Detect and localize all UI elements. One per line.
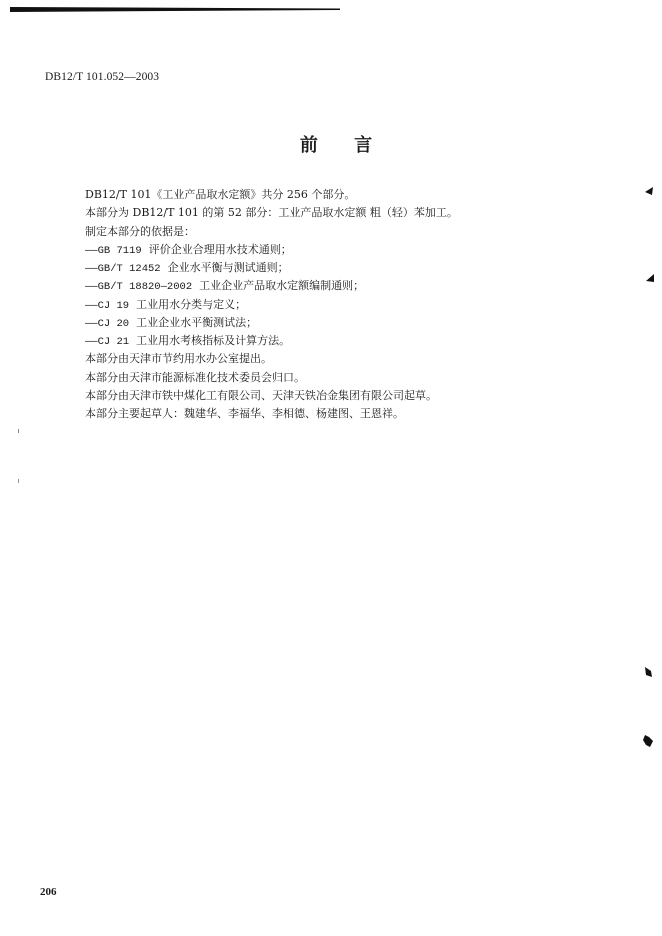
intro-paragraph: 本部分为 DB12/T 101 的第 52 部分：工业产品取水定额 粗（轻）苯加工。 — [85, 206, 458, 220]
standard-code: DB12/T 101.052—2003 — [45, 71, 160, 83]
reference-item — [85, 314, 605, 332]
closing-paragraph: 本部分由天津市能源标准化技术委员会归口。 — [85, 370, 305, 384]
reference-item — [85, 296, 605, 314]
reference-title: 工业企业产品取水定额编制通则； — [199, 279, 365, 293]
reference-item — [85, 259, 605, 277]
scan-speck — [645, 273, 655, 283]
closing-paragraph: 本部分主要起草人：魏建华、李福华、李相德、杨建图、王恩祥。 — [85, 407, 404, 420]
reference-title: 评价企业合理用水技术通则； — [148, 242, 292, 256]
scan-speck — [17, 428, 21, 434]
reference-title: 工业企业水平衡测试法； — [136, 315, 258, 329]
reference-code: ——GB/T 12452 — [85, 263, 161, 275]
reference-code: ——GB 7119 — [85, 244, 142, 257]
intro-paragraph: 制定本部分的依据是： — [85, 224, 195, 238]
page-number: 206 — [40, 886, 57, 898]
header-rule — [0, 0, 662, 20]
reference-title: 工业用水分类与定义； — [136, 297, 247, 311]
intro-paragraph: DB12/T 101《工业产品取水定额》共分 256 个部分。 — [85, 188, 356, 201]
foreword-body — [85, 186, 605, 423]
closing-paragraph: 本部分由天津市铁中煤化工有限公司、天津天铁冶金集团有限公司起草。 — [85, 388, 437, 402]
reference-code: ——CJ 21 — [85, 336, 130, 348]
page-title: 前 言 — [299, 135, 373, 156]
reference-title: 工业用水考核指标及计算方法。 — [136, 334, 291, 347]
scan-speck — [17, 478, 21, 484]
reference-code: ——CJ 19 — [85, 299, 130, 312]
reference-code: ——CJ 20 — [85, 317, 130, 330]
reference-item — [85, 332, 605, 350]
scan-speck — [642, 734, 654, 748]
reference-item — [85, 241, 605, 259]
scan-speck — [644, 186, 654, 196]
reference-item — [85, 277, 605, 295]
closing-paragraph: 本部分由天津市节约用水办公室提出。 — [85, 352, 272, 366]
scan-speck — [643, 666, 653, 678]
reference-code: ——GB/T 18820—2002 — [85, 281, 193, 294]
reference-title: 企业水平衡与测试通则； — [167, 261, 289, 274]
